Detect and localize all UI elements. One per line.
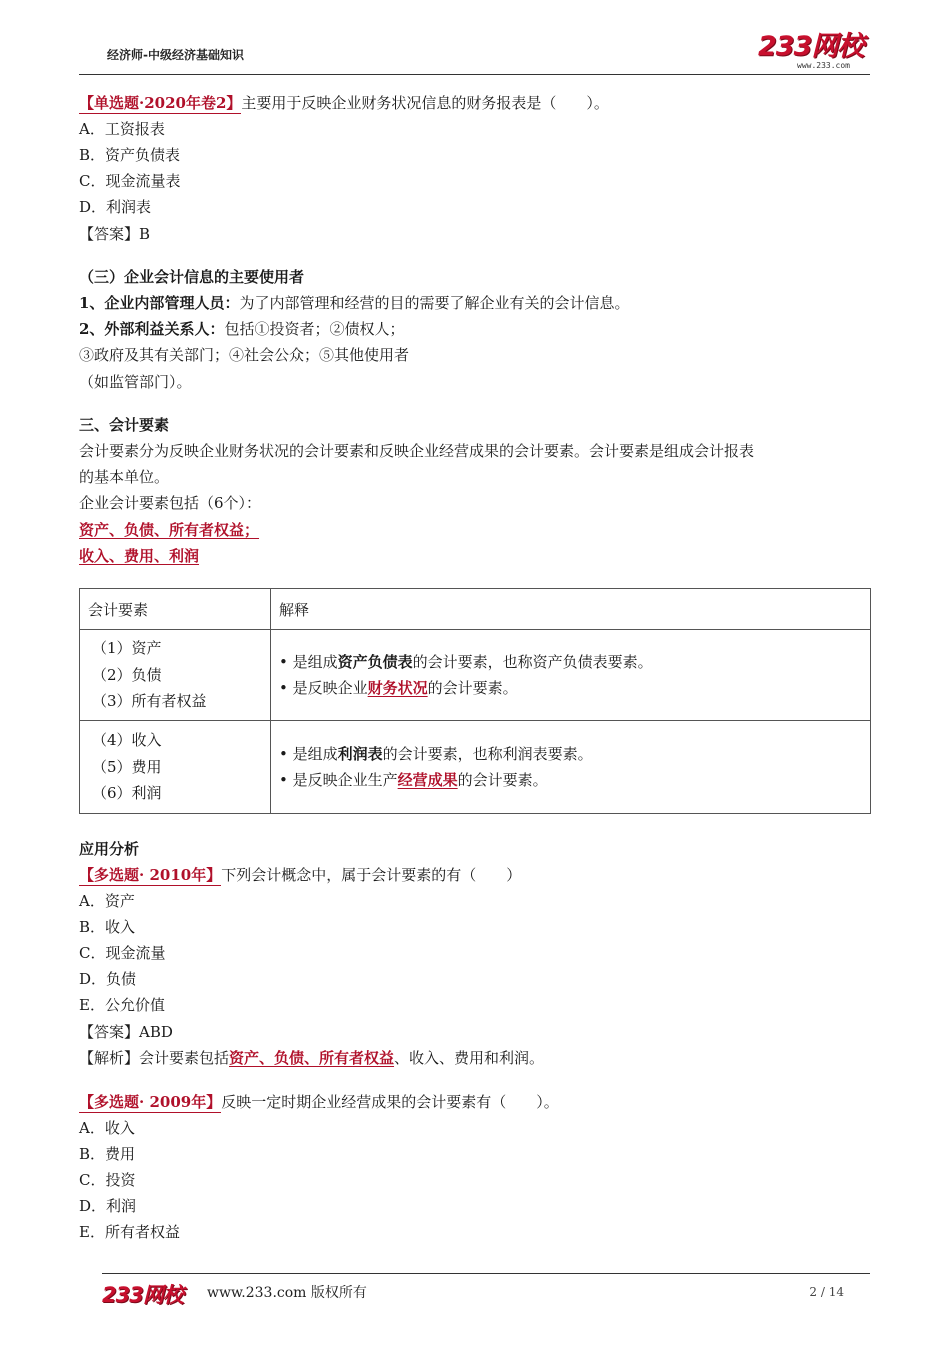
q3-stem: 反映一定时期企业经营成果的会计要素有（ ）。 [221, 1093, 559, 1111]
explain-text: 的会计要素。 [457, 771, 548, 789]
analysis-heading: 应用分析 [79, 840, 140, 858]
explain-line [279, 675, 862, 702]
q3-option-a: A．收入 [79, 1119, 135, 1137]
q1-stem-line [79, 93, 609, 113]
elements-heading: 三、会计要素 [79, 416, 170, 434]
elements-group-2: 收入、费用、利润 [79, 547, 200, 565]
q3-option-e: E．所有者权益 [79, 1223, 180, 1241]
element-item: （3）所有者权益 [92, 692, 207, 711]
q1-option-c: C．现金流量表 [79, 172, 181, 190]
explain-line [279, 741, 862, 768]
q2-option-e: E．公允价值 [79, 996, 165, 1014]
table-row [80, 721, 871, 814]
q2-answer: 【答案】ABD [79, 1023, 173, 1041]
q3-option-d: D．利润 [79, 1197, 137, 1215]
q1-option-a: A．工资报表 [79, 120, 165, 138]
footer-logo[interactable]: 233网校 [102, 1283, 183, 1307]
explain-line [279, 767, 862, 794]
explain-text: • 是组成 [279, 652, 338, 671]
logo-url: www.233.com [797, 61, 850, 70]
q2-stem: 下列会计概念中，属于会计要素的有（ ） [221, 866, 522, 884]
users-external-text: 包括①投资者；②债权人； [224, 320, 405, 338]
elements-table [79, 588, 871, 814]
q2-explain-highlight: 资产、负债、所有者权益 [229, 1049, 395, 1067]
users-external-line3: （如监管部门）。 [79, 373, 192, 391]
q2-option-c: C．现金流量 [79, 944, 166, 962]
q3-option-b: B．费用 [79, 1145, 136, 1163]
q1-answer: 【答案】B [79, 225, 151, 243]
explain-text: 的会计要素。 [427, 679, 518, 697]
elements-group-1: 资产、负债、所有者权益； [79, 521, 260, 539]
users-external-line2: ③政府及其有关部门；④社会公众；⑤其他使用者 [79, 346, 410, 364]
table-header-element: 会计要素 [80, 589, 271, 630]
logo-mark: 233网校 [758, 31, 864, 62]
explain-highlight: 经营成果 [397, 771, 458, 789]
users-internal-text: 为了内部管理和经营的目的需要了解企业有关的会计信息。 [239, 294, 630, 312]
header-title: 经济师-中级经济基础知识 [107, 48, 244, 62]
q2-explain-pre: 【解析】会计要素包括 [79, 1049, 230, 1067]
explain-text: • 是反映企业生产 [279, 771, 398, 789]
q2-tag: 【多选题· 2010年】 [79, 866, 222, 884]
elements-count: 企业会计要素包括（6个）： [79, 494, 262, 512]
q1-tag: 【单选题·2020年卷2】 [79, 94, 242, 112]
q2-option-a: A．资产 [79, 892, 135, 910]
users-internal [79, 293, 629, 313]
explain-text: • 是反映企业 [279, 679, 368, 697]
table-header-row [80, 589, 871, 630]
table-header-explain: 解释 [271, 589, 871, 630]
explain-line [279, 649, 862, 676]
footer-divider [102, 1273, 870, 1274]
q2-explain-post: 、收入、费用和利润。 [394, 1049, 545, 1067]
q2-stem-line [79, 865, 521, 885]
q1-option-b: B．资产负债表 [79, 146, 181, 164]
table-cell-elements [80, 721, 271, 814]
footer-copyright: www.233.com 版权所有 [207, 1285, 367, 1301]
users-internal-label: 1、企业内部管理人员： [79, 294, 240, 312]
page-number: 2 / 14 [809, 1285, 844, 1299]
explain-text: 的会计要素，也称资产负债表要素。 [412, 652, 653, 671]
explain-text: • 是组成 [279, 744, 338, 763]
element-item: （6）利润 [92, 784, 162, 803]
table-cell-elements [80, 630, 271, 721]
elements-intro-2: 的基本单位。 [79, 468, 170, 486]
explain-highlight: 财务状况 [367, 679, 428, 697]
element-item: （4）收入 [92, 731, 162, 750]
explain-bold: 资产负债表 [337, 652, 413, 671]
q2-explanation [79, 1048, 544, 1068]
element-item: （1）资产 [92, 639, 162, 658]
explain-text: 的会计要素，也称利润表要素。 [382, 744, 593, 763]
table-row [80, 630, 871, 721]
q3-tag: 【多选题· 2009年】 [79, 1093, 222, 1111]
users-heading: （三）企业会计信息的主要使用者 [79, 268, 305, 286]
users-external-label: 2、外部利益关系人： [79, 320, 225, 338]
q3-stem-line [79, 1092, 559, 1112]
table-cell-explain [271, 721, 871, 814]
elements-intro-1: 会计要素分为反映企业财务状况的会计要素和反映企业经营成果的会计要素。会计要素是组成会计报表 [79, 442, 755, 460]
element-item: （2）负债 [92, 665, 162, 684]
q3-option-c: C．投资 [79, 1171, 136, 1189]
q1-stem: 主要用于反映企业财务状况信息的财务报表是（ ）。 [241, 94, 609, 112]
q1-option-d: D．利润表 [79, 198, 152, 216]
q2-option-b: B．收入 [79, 918, 136, 936]
q2-option-d: D．负债 [79, 970, 137, 988]
users-external [79, 319, 404, 339]
element-item: （5）费用 [92, 757, 162, 776]
table-cell-explain [271, 630, 871, 721]
explain-bold: 利润表 [337, 744, 383, 763]
site-logo[interactable] [758, 32, 868, 72]
page-header [79, 30, 870, 75]
